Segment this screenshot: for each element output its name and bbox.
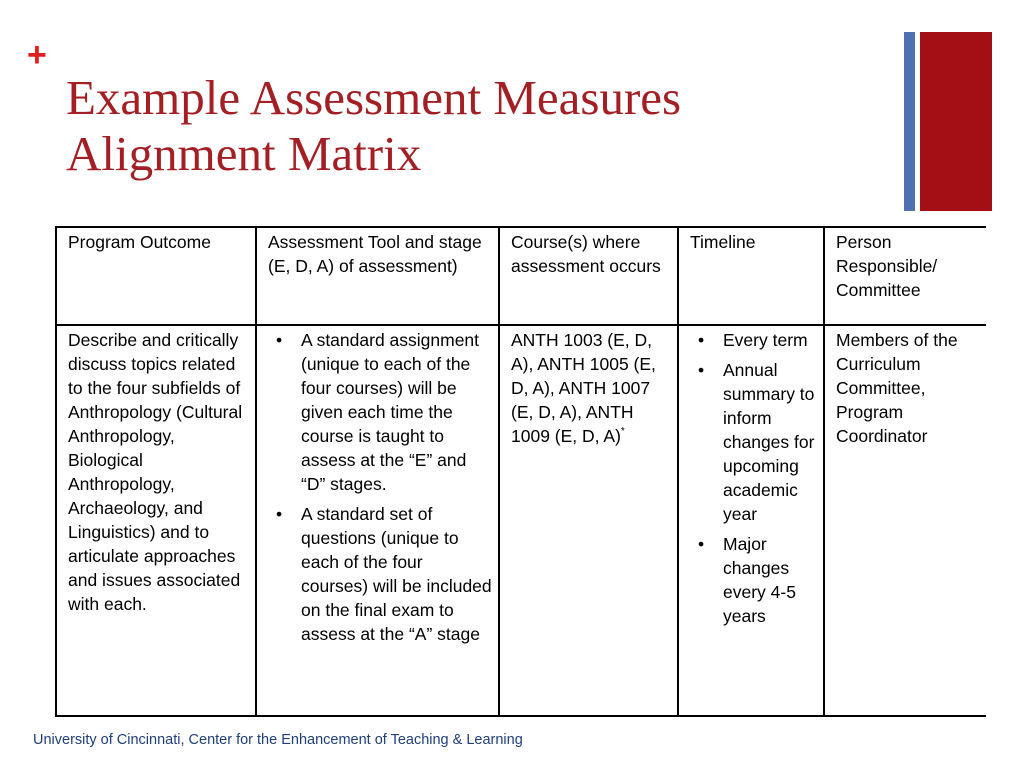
plus-icon: + (27, 36, 47, 74)
list-item: • A standard set of questions (unique to each of the four courses) will be included on the final exam to assess at the “A” stage (268, 502, 492, 646)
header-courses: Course(s) where assessment occurs (499, 227, 678, 325)
cell-person-responsible: Members of the Curriculum Committee, Program Coordinator (824, 325, 986, 716)
cell-program-outcome: Describe and critically discuss topics related to the four subfields of Anthropology (Cultural Anthropology, Biological Anthropology, Archaeology, and Linguistics) and to articulate approaches and issues associated with each. (56, 325, 256, 716)
timeline-list (690, 328, 817, 628)
cell-assessment-tool (256, 325, 499, 716)
slide-title (66, 70, 681, 182)
table-row (56, 325, 986, 716)
assessment-tool-list (268, 328, 492, 646)
list-item: • Major changes every 4-5 years (690, 532, 817, 628)
header-program-outcome: Program Outcome (56, 227, 256, 325)
accent-block-red (920, 32, 992, 211)
header-person-responsible: Person Responsible/ Committee (824, 227, 986, 325)
slide-footer: University of Cincinnati, Center for the Enhancement of Teaching & Learning (33, 732, 523, 748)
header-timeline: Timeline (678, 227, 824, 325)
alignment-matrix-table (55, 226, 986, 717)
list-item: • Every term (690, 328, 817, 352)
list-item: • Annual summary to inform changes for upcoming academic year (690, 358, 817, 526)
cell-timeline (678, 325, 824, 716)
list-item: • A standard assignment (unique to each of the four courses) will be given each time the course is taught to assess at the “E” and “D” stages. (268, 328, 492, 496)
courses-text: ANTH 1003 (E, D, A), ANTH 1005 (E, D, A), ANTH 1007 (E, D, A), ANTH 1009 (E, D, A) (511, 330, 656, 446)
table-header-row (56, 227, 986, 325)
accent-bar-blue (904, 32, 915, 211)
cell-courses (499, 325, 678, 716)
header-assessment-tool: Assessment Tool and stage (E, D, A) of assessment) (256, 227, 499, 325)
title-line-2: Alignment Matrix (66, 126, 422, 181)
courses-footnote-mark: * (620, 426, 625, 437)
title-line-1: Example Assessment Measures (66, 70, 682, 125)
